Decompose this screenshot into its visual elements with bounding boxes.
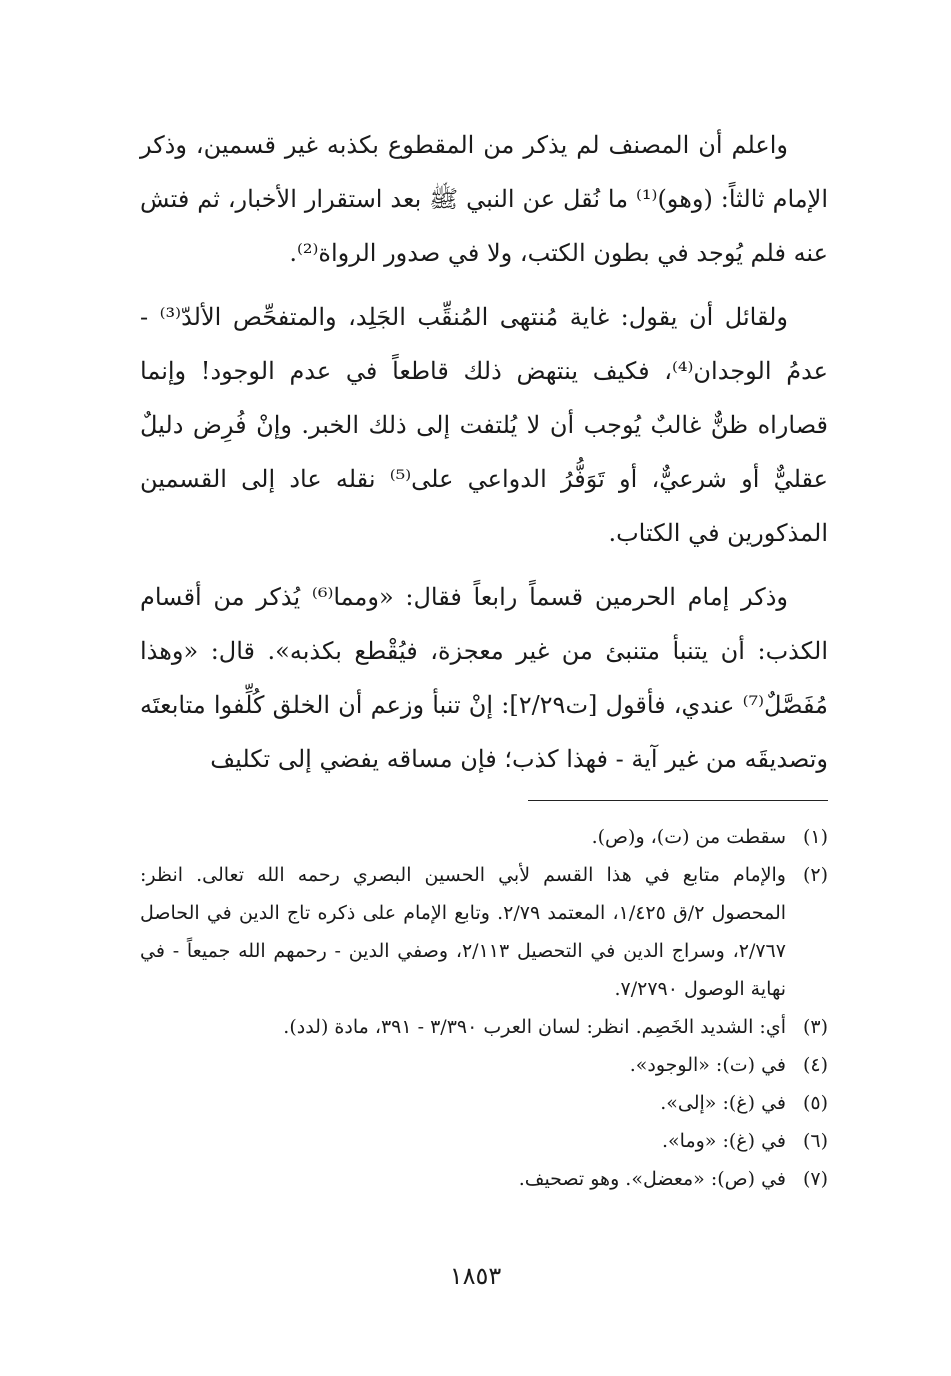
paragraph: واعلم أن المصنف لم يذكر من المقطوع بكذبه غير قسمين، وذكر الإمام ثالثاً: (وهو)⁽¹⁾ ما نُقل عن النبي ﷺ بعد استقرار الأخبار، ثم فتش عنه فلم يُوجد في بطون الكتب، ولا في صدور الرواة⁽²⁾. bbox=[140, 131, 828, 267]
footnote-number: (٥) bbox=[802, 1092, 828, 1114]
paragraph: وذكر إمام الحرمين قسماً رابعاً فقال: «ومما⁽⁶⁾ يُذكر من أقسام الكذب: أن يتنبأ متنبئ من غير معجزة، فيُقْطع بكذبه». قال: «وهذا مُفَصَّلٌ⁽⁷⁾ عندي، فأقول [ت٢/٢٩]: إنْ تنبأ وزعم أن الخلق كُلِّفوا متابعتَه وتصديقَه من غير آية - فهذا كذب؛ فإن مساقه يفضي إلى تكليف bbox=[140, 583, 828, 773]
paragraph: ولقائل أن يقول: غاية مُنتهى المُنقِّب الجَلِد، والمتفحِّص الألدّ⁽³⁾ - عدمُ الوجدان⁽⁴⁾، فكيف ينتهض ذلك قاطعاً في عدم الوجود! وإنما قصاراه ظنٌّ غالبٌ يُوجب أن لا يُلتفت إلى ذلك الخبر. وإنْ فُرِض دليلٌ عقليٌّ أو شرعيٌّ، أو تَوَفُّرُ الدواعي على⁽⁵⁾ نقله عاد إلى القسمين المذكورين في الكتاب. bbox=[140, 303, 828, 547]
footnote bbox=[140, 1122, 828, 1160]
footnote bbox=[140, 818, 828, 856]
footnote bbox=[140, 1084, 828, 1122]
footnote bbox=[140, 1160, 828, 1198]
footnote-text: سقطت من (ت)، و(ص). bbox=[591, 826, 786, 848]
footnote-text: في (ص): «معضل». وهو تصحيف. bbox=[518, 1168, 786, 1190]
footnote bbox=[140, 1046, 828, 1084]
footnote-text: والإمام متابع في هذا القسم لأبي الحسين البصري رحمه الله تعالى. انظر: المحصول ٢/ق ١/٤٢٥، المعتمد ٢/٧٩. وتابع الإمام على ذكره تاج الدين في الحاصل ٢/٧٦٧، وسراج الدين في التحصيل ٢/١١٣، وصفي الدين - رحمهم الله جميعاً - في نهاية الوصول ٧/٢٧٩٠. bbox=[140, 864, 787, 1000]
footnote-text: أي: الشديد الخَصِم. انظر: لسان العرب ٣/٣٩٠ - ٣٩١، مادة (لدد). bbox=[283, 1016, 786, 1038]
footnote-number: (٦) bbox=[802, 1130, 828, 1152]
page-number: ١٨٥٣ bbox=[449, 1262, 502, 1290]
footnote-number: (٤) bbox=[802, 1054, 828, 1076]
footnote-number: (٧) bbox=[802, 1168, 828, 1190]
main-text bbox=[140, 118, 828, 796]
footnote-number: (٢) bbox=[802, 864, 828, 886]
footnote-text: في (ت): «الوجود». bbox=[629, 1054, 786, 1076]
footnote-number: (١) bbox=[802, 826, 828, 848]
footnote-number: (٣) bbox=[802, 1016, 828, 1038]
footnote-text: في (غ): «وما». bbox=[662, 1130, 786, 1152]
footnote bbox=[140, 1008, 828, 1046]
footnotes bbox=[140, 818, 828, 1198]
footnote-text: في (غ): «إلى». bbox=[660, 1092, 786, 1114]
footnote bbox=[140, 856, 828, 1008]
footnote-separator bbox=[528, 800, 828, 801]
